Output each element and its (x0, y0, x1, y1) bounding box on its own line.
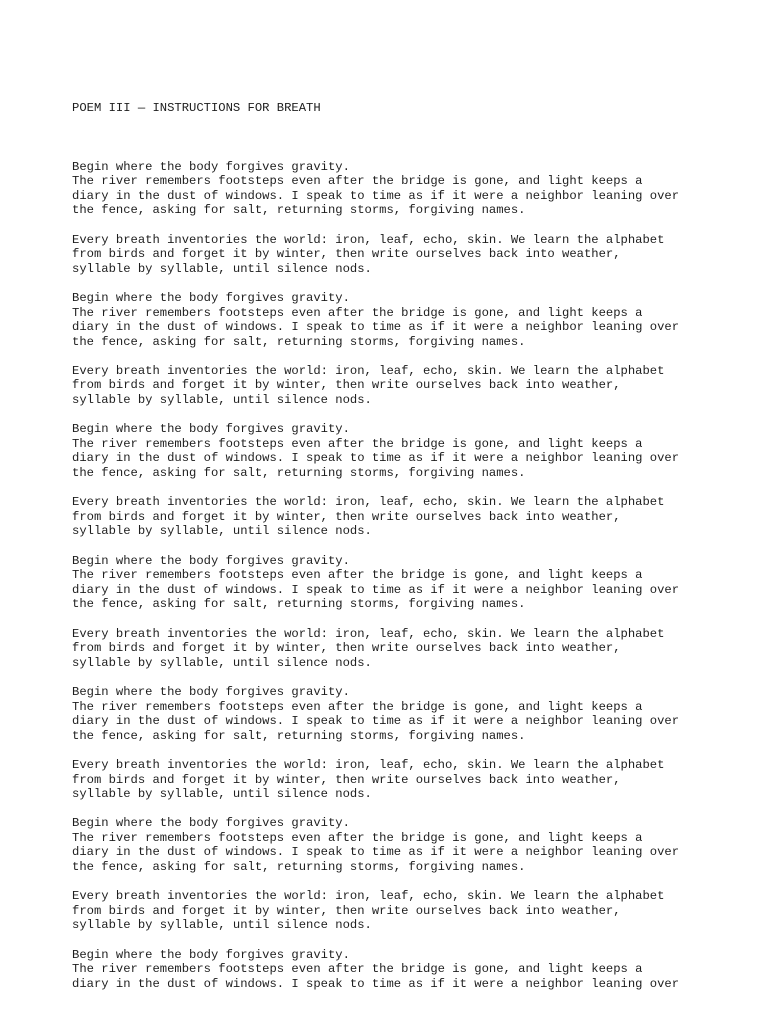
stanza (72, 233, 712, 277)
poem-line: Every breath inventories the world: iron, leaf, echo, skin. We learn the alphabet (72, 757, 665, 772)
poem-line: The river remembers footsteps even after the bridge is gone, and light keeps a (72, 962, 643, 977)
poem-line: diary in the dust of windows. I speak to time as if it were a neighbor leaning over (72, 320, 680, 335)
poem-line: from birds and forget it by winter, then write ourselves back into weather, (72, 641, 621, 656)
stanza (72, 364, 712, 408)
poem-line: Every breath inventories the world: iron, leaf, echo, skin. We learn the alphabet (72, 363, 665, 378)
poem-line: from birds and forget it by winter, then write ourselves back into weather, (72, 903, 621, 918)
poem-line: The river remembers footsteps even after the bridge is gone, and light keeps a (72, 830, 643, 845)
poem-line: syllable by syllable, until silence nods. (72, 524, 372, 539)
document-page (72, 72, 712, 1021)
poem-line: syllable by syllable, until silence nods. (72, 787, 372, 802)
stanza (72, 291, 712, 349)
poem-body (72, 160, 712, 992)
poem-line: from birds and forget it by winter, then write ourselves back into weather, (72, 378, 621, 393)
poem-line: diary in the dust of windows. I speak to time as if it were a neighbor leaning over (72, 451, 680, 466)
stanza (72, 160, 712, 218)
poem-line: the fence, asking for salt, returning storms, forgiving names. (72, 860, 526, 875)
stanza (72, 889, 712, 933)
poem-line: Begin where the body forgives gravity. (72, 159, 350, 174)
poem-line: Begin where the body forgives gravity. (72, 553, 350, 568)
poem-line: from birds and forget it by winter, then write ourselves back into weather, (72, 247, 621, 262)
poem-line: Begin where the body forgives gravity. (72, 947, 350, 962)
poem-line: The river remembers footsteps even after the bridge is gone, and light keeps a (72, 305, 643, 320)
stanza (72, 627, 712, 671)
poem-line: Every breath inventories the world: iron, leaf, echo, skin. We learn the alphabet (72, 626, 665, 641)
stanza (72, 685, 712, 743)
poem-line: diary in the dust of windows. I speak to time as if it were a neighbor leaning over (72, 582, 680, 597)
poem-line: Every breath inventories the world: iron, leaf, echo, skin. We learn the alphabet (72, 232, 665, 247)
poem-line: syllable by syllable, until silence nods. (72, 655, 372, 670)
poem-line: the fence, asking for salt, returning storms, forgiving names. (72, 728, 526, 743)
poem-line: The river remembers footsteps even after the bridge is gone, and light keeps a (72, 699, 643, 714)
poem-line: The river remembers footsteps even after the bridge is gone, and light keeps a (72, 436, 643, 451)
poem-line: syllable by syllable, until silence nods. (72, 918, 372, 933)
stanza (72, 948, 712, 992)
poem-line: Begin where the body forgives gravity. (72, 422, 350, 437)
poem-line: syllable by syllable, until silence nods. (72, 393, 372, 408)
poem-line: syllable by syllable, until silence nods. (72, 261, 372, 276)
poem-line: The river remembers footsteps even after the bridge is gone, and light keeps a (72, 568, 643, 583)
poem-line: from birds and forget it by winter, then write ourselves back into weather, (72, 772, 621, 787)
poem-title: POEM III — INSTRUCTIONS FOR BREATH (72, 101, 321, 116)
poem-line: Every breath inventories the world: iron, leaf, echo, skin. We learn the alphabet (72, 889, 665, 904)
stanza (72, 758, 712, 802)
poem-line: diary in the dust of windows. I speak to time as if it were a neighbor leaning over (72, 714, 680, 729)
poem-line: the fence, asking for salt, returning storms, forgiving names. (72, 597, 526, 612)
poem-line: the fence, asking for salt, returning storms, forgiving names. (72, 203, 526, 218)
poem-line: The river remembers footsteps even after the bridge is gone, and light keeps a (72, 174, 643, 189)
poem-line: the fence, asking for salt, returning storms, forgiving names. (72, 466, 526, 481)
poem-line: diary in the dust of windows. I speak to time as if it were a neighbor leaning over (72, 845, 680, 860)
poem-line: Begin where the body forgives gravity. (72, 684, 350, 699)
poem-line: Every breath inventories the world: iron, leaf, echo, skin. We learn the alphabet (72, 495, 665, 510)
poem-line: from birds and forget it by winter, then write ourselves back into weather, (72, 509, 621, 524)
stanza (72, 554, 712, 612)
stanza (72, 495, 712, 539)
poem-line: diary in the dust of windows. I speak to time as if it were a neighbor leaning over (72, 976, 680, 991)
poem-line: Begin where the body forgives gravity. (72, 816, 350, 831)
poem-line: diary in the dust of windows. I speak to time as if it were a neighbor leaning over (72, 188, 680, 203)
stanza (72, 422, 712, 480)
poem-line: Begin where the body forgives gravity. (72, 290, 350, 305)
stanza (72, 816, 712, 874)
poem-line: the fence, asking for salt, returning storms, forgiving names. (72, 334, 526, 349)
